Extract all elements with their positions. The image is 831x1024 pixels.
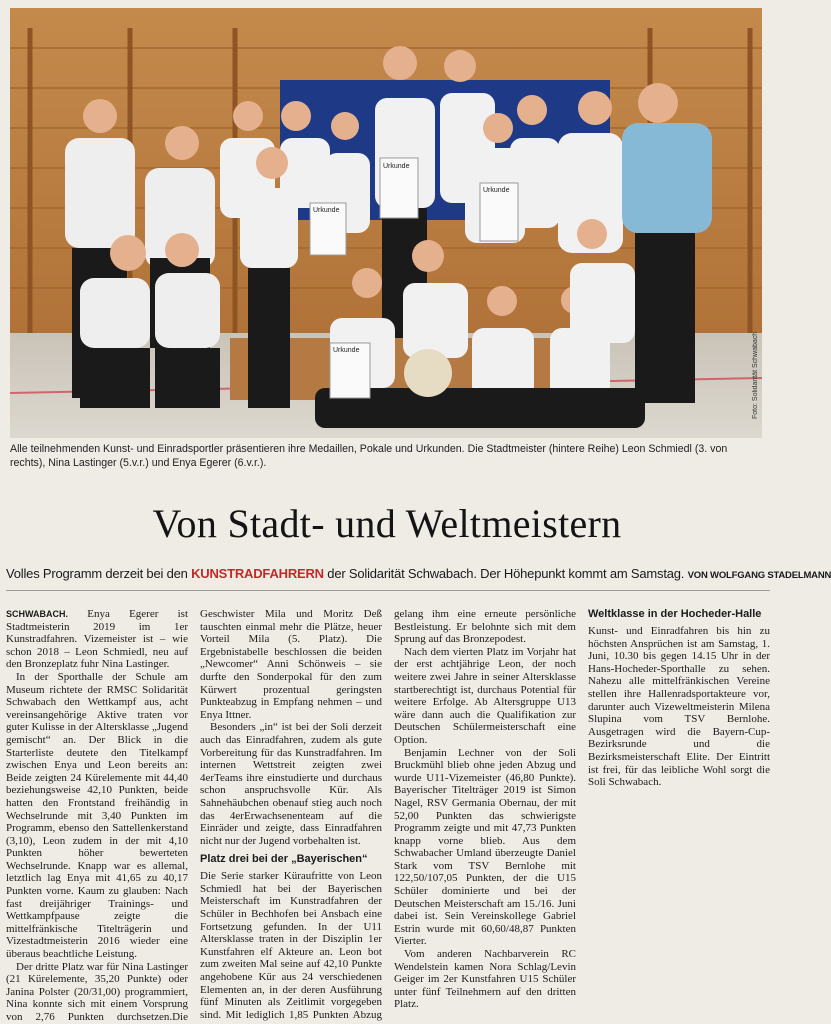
paragraph-text: Enya Egerer ist Stadtmeisterin 2019 im 1er Kunstradfahren. Vizemeister ist – wie schon 2018 – Leon Schmiedl, neu auf den Bronzeplatz fuhr Nina Lastinger. xyxy=(6,608,188,671)
dateline: SCHWABACH. xyxy=(6,609,68,619)
paragraph: Kunst- und Einradfahren bis hin zu höchsten Ansprüchen ist am Samstag, 1. Juni, 10.30 bis gegen 14.15 Uhr in der Hans-Hocheder-Sporthalle zu sehen. Nahezu alle mittelfränkischen Vereine stellen ihre Hallenradsportakteure vor, darunter auch Vizeweltmeisterin Milena Slupina vom TSV Bernlohe. Ausgetragen wird die Bayern-Cup-Bezirksrunde und die Bezirksmeisterschaft Elite. Der Eintritt ist frei, für das leibliche Wohl sorgt die Soli Schwabach. xyxy=(588,625,770,789)
subline-keyword: KUNSTRADFAHRERN xyxy=(191,566,324,581)
certificate-label: Urkunde xyxy=(483,187,510,194)
article-subline xyxy=(6,566,831,581)
subline-pre: Volles Programm derzeit bei den xyxy=(6,566,188,581)
paragraph: Nach dem vierten Platz im Vorjahr hat der erst achtjährige Leon, der noch weitere zwei Jahre in seiner Altersklasse startberechtigt ist, durchaus Potential für weitere Erfolge. Ab Altersgruppe U13 wäre dann auch die Qualifikation zur Deutschen Schülermeisterschaft eine Option. xyxy=(394,645,576,746)
photo-caption: Alle teilnehmenden Kunst- und Einradsportler präsentieren ihre Medaillen, Pokale und Urkunden. Die Stadtmeister (hintere Reihe) Leon Schmiedl (3. von rechts), Nina Lastinger (5.v.r.) und Enya Egerer (6.v.r.). xyxy=(10,443,728,469)
certificate-label: Urkunde xyxy=(383,163,410,170)
paragraph: Besonders „in“ ist bei der Soli derzeit auch das Einradfahren, zudem als gute Vorbereitung für das Kunstradfahren. Im internen Wettstreit zeigten zwei 4erTeams ihre einstudierte und durchaus schon anspruchsvolle Kür. Als Sahnehäubchen obenauf stieg auch noch das 4erErwachsenenteam auf die Einräder und zeigte, dass Einradfahren nicht nur der Jugend vorbehalten ist. xyxy=(200,721,382,847)
subheading: Platz drei bei der „Bayerischen“ xyxy=(200,853,368,866)
subheading: Weltklasse in der Hocheder-Halle xyxy=(588,608,762,620)
paragraph: In der Sporthalle der Schule am Museum richtete der RMSC Solidarität Schwabach den Wettkampf aus, acht vereinsangehörige Aktive traten vor guter Kulisse in der Altersklasse „Jugend gemischt“ an. Der Blick in die Starterliste deutete den Titelkampf zwischen Enya und Leon bereits an: Beide zeigten 24 Kürelemente mit 44,40 beziehungsweise 42,10 Punkten, beide hatten den Frontstand freihändig in Wechselrunde mit 3,40 Punkten im Programm, ebenso den Sattellenkerstand (3,10), Leon zudem in der mit 4,10 Punkten höher bewerteten Wechselrunde. Knapp war es allemal, letztlich lag Enya mit 41,65 zu 40,17 Punkten vorne. Kaum zu glauben: Nach fast dreijähriger Trainings- und Wettkampfpause zeigte die mittelfränkische Titelträgerin und Vizestadtmeisterin 2016 wieder eine überaus beachtliche Leistung. xyxy=(6,670,188,961)
paragraph: Der dritte Platz war für Nina Lastinger (21 Kürelemente, 35,20 Punkte) oder Janina Polster (20/31,00) programmiert, Nina konnte sich mit einem Vorsprung von 2,76 Punkten durchsetzen.Die Geschwister Mila und Moritz Deß tauschten einmal mehr die Plätze, heuer Vorteil Mila (5. Platz). Die Ergebnistabelle beschlossen die beiden „Newcomer“ Anni Schönweis – sie durfte den Sonderpokal für den zum Kürwert prozentual geringsten Punkteabzug in Empfang nehmen – und Enya Ittner. xyxy=(6,608,382,1023)
byline: VON WOLFGANG STADELMANN xyxy=(687,570,831,581)
photo-credit: Foto: Solidarität Schwabach xyxy=(752,331,759,419)
subline-post: der Solidarität Schwabach. Der Höhepunkt kommt am Samstag. xyxy=(327,566,685,581)
photo-illustration xyxy=(10,8,762,438)
paragraph xyxy=(6,608,188,671)
certificate-label: Urkunde xyxy=(313,207,340,214)
divider xyxy=(6,590,770,591)
paragraph: Vom anderen Nachbarverein RC Wendelstein kamen Nora Schlag/Levin Geiger im 2er Kunstfahren U15 Schüler unter fünf Teilnehmern auf den dritten Platz. xyxy=(394,948,576,1011)
article-body xyxy=(6,608,770,1024)
paragraph: Benjamin Lechner von der Soli Bruckmühl blieb ohne jeden Abzug und wurde U11-Vizemeister (46,80 Punkte). Bayerischer Titelträger 2019 ist Simon Nagel, RSV Germania Obernau, der mit 52,00 Punkten das schwierigste Programm zeigte und mit 47,73 Punkten knapp vorne blieb. Aus dem Schwabacher Umland überzeugte Daniel Stark vom TSV Bernlohe mit 122,50/107,05 Punkten, der die U15 Schüler dominierte und bei der Deutschen Meisterschaft am 15./16. Juni dabei ist. Sein Vereinskollege Gabriel Estrin wurde mit 60,60/48,87 Punkten Vierter. xyxy=(394,746,576,948)
certificate-label: Urkunde xyxy=(333,347,360,354)
article-headline: Von Stadt- und Weltmeistern xyxy=(152,501,622,546)
paragraph: Die Serie starker Küraufritte von Leon Schmiedl hat bei der Bayerischen Meisterschaft im Kunstradfahren der Schüler in Bechhofen bei Ansbach eine Fortsetzung gefunden. In der U11 Altersklasse traten in der Disziplin 1er Kunstfahren elf Akteure an. Leon bot zum zweiten Mal seine auf 42,10 Punkte angehobene Kür aus 24 verschiedenen Elementen an, in der deren Ausführung fünf Minuten als Zeitlimit vorgegeben sind. Mit lediglich 1,85 Punkten Abzug gelang ihm eine erneute persönliche Bestleistung. Er belohnte sich mit dem Sprung auf das Bronzepodest. xyxy=(200,608,576,1021)
team-photo xyxy=(10,8,762,438)
